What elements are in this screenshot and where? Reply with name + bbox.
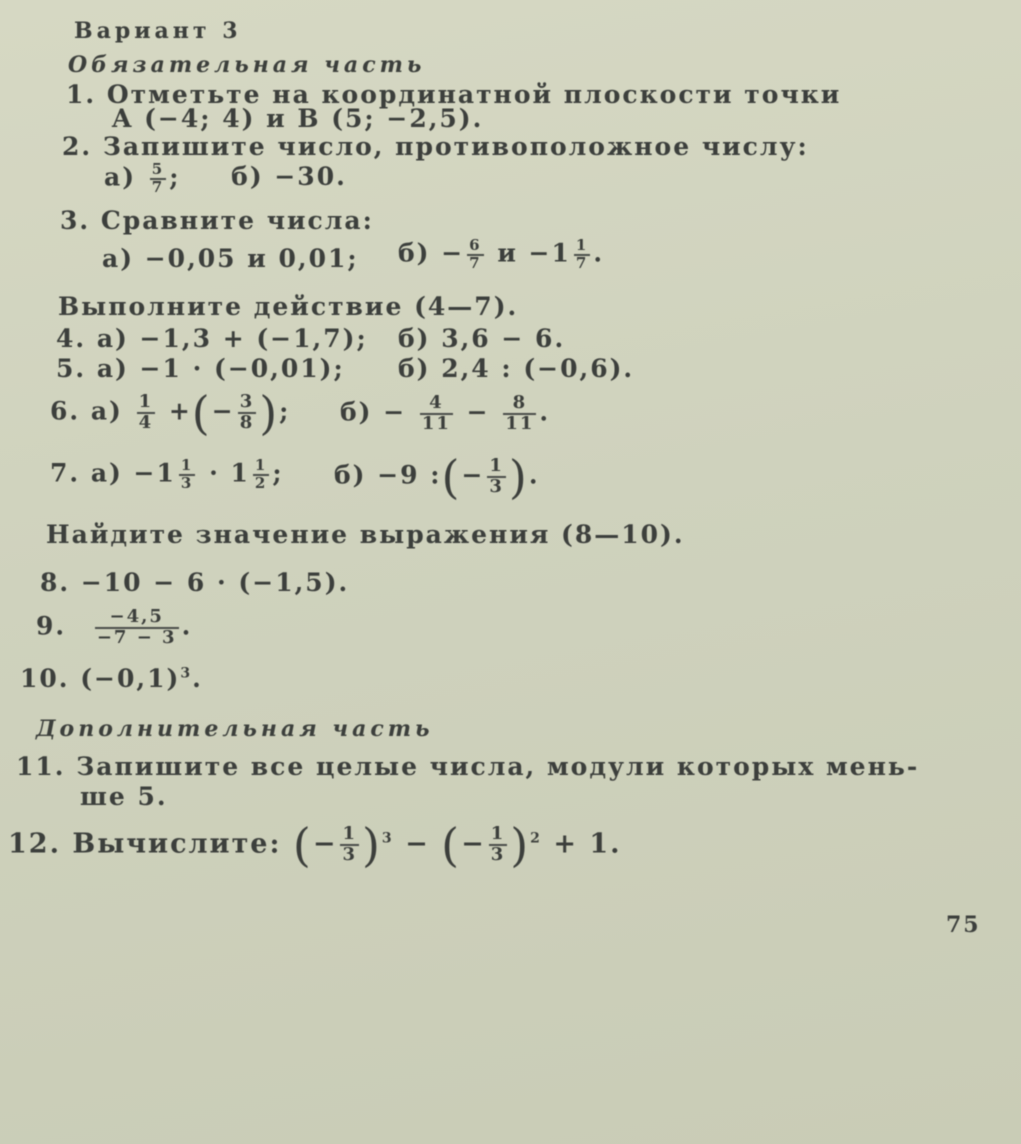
page-number: 75: [946, 912, 981, 938]
fraction: $\frac{6}{7}$: [469, 236, 482, 272]
task-5-b: б) 2,4 : (−0,6).: [398, 354, 635, 383]
fraction: $\frac{4}{11}$: [421, 392, 451, 434]
task-3-a: а) −0,05 и 0,01;: [102, 244, 359, 273]
fraction: $\frac{5}{7}$: [151, 160, 165, 196]
fraction: $\frac{3}{8}$: [239, 391, 255, 433]
section-operations: Выполните действие (4—7).: [58, 292, 519, 321]
task-number: 9.: [36, 611, 67, 641]
fraction: $\frac{8}{11}$: [505, 392, 535, 434]
task-number: 8.: [40, 568, 71, 597]
task-8: 8. −10 − 6 · (−1,5).: [40, 568, 350, 597]
task-2: [62, 132, 809, 161]
task-text: Запишите число, противоположное числу:: [102, 132, 809, 161]
task-10: 10. $(-0,1)^3$.: [20, 664, 203, 693]
option-b: б) −30.: [231, 162, 347, 192]
task-number: 11.: [16, 752, 66, 781]
task-11: 11. Запишите все целые числа, модули которых мень-: [16, 752, 920, 781]
task-number: 2.: [62, 132, 93, 161]
fraction: $\frac{1}{7}$: [575, 236, 589, 272]
task-number: 12.: [8, 828, 61, 860]
task-number: 5.: [56, 354, 87, 383]
fraction: $\frac{-4,5}{-7 - 3}$: [96, 606, 177, 648]
task-12: 12. Вычислите: (− $\frac{1}{3}$ )$^3$ − (− $\frac{1}{3}$ )$^2$ + 1.: [8, 818, 622, 872]
task-4-b: б) 3,6 − 6.: [398, 324, 566, 353]
task-4: [56, 324, 368, 353]
fraction: $\frac{1}{3}$: [490, 823, 506, 865]
task-3-b: б) − $\frac{6}{7}$ и −1 $\frac{1}{7}$ .: [398, 236, 605, 272]
variant-title: Вариант 3: [74, 18, 242, 44]
task-9: 9. $\frac{-4,5}{-7 - 3}$ .: [36, 606, 193, 648]
task-7: 7. а) −1 $\frac{1}{3}$ · 1 $\frac{1}{2}$ ;: [50, 456, 284, 492]
task-number: 6.: [50, 396, 81, 426]
fraction: $\frac{1}{3}$: [489, 455, 504, 497]
task-5: [56, 354, 345, 383]
fraction: $\frac{1}{3}$: [180, 456, 194, 492]
task-number: 4.: [56, 324, 87, 353]
fraction: $\frac{1}{4}$: [138, 391, 154, 433]
task-3: [60, 206, 374, 235]
fraction: $\frac{1}{3}$: [342, 823, 357, 865]
task-text: Сравните числа:: [100, 206, 374, 235]
task-6: 6. а) $\frac{1}{4}$ +(− $\frac{3}{8}$ );: [50, 386, 291, 440]
task-6-b: б) − $\frac{4}{11}$ − $\frac{8}{11}$ .: [340, 392, 551, 434]
option-a: а) −1 · (−0,01);: [96, 354, 345, 383]
task-number: 7.: [50, 458, 81, 488]
task-11-continuation: ше 5.: [80, 782, 168, 811]
section-expressions: Найдите значение выражения (8—10).: [46, 520, 685, 549]
option-a: а) −1,3 + (−1,7);: [96, 324, 368, 353]
task-1-points: A (−4; 4) и B (5; −2,5).: [112, 104, 484, 133]
fraction: $\frac{1}{2}$: [254, 456, 268, 492]
required-part-heading: Обязательная часть: [68, 52, 426, 78]
task-7-b: б) −9 :(− $\frac{1}{3}$ ).: [334, 450, 540, 504]
task-number: 1.: [66, 80, 97, 109]
task-number: 3.: [60, 206, 91, 235]
task-2-answers: а) $\frac{5}{7}$ ; б) −30.: [104, 160, 347, 196]
task-text: Отметьте на координатной плоскости точки: [106, 80, 842, 109]
task-number: 10.: [20, 664, 70, 693]
extra-part-heading: Дополнительная часть: [36, 716, 434, 742]
option-a: а): [104, 162, 137, 192]
